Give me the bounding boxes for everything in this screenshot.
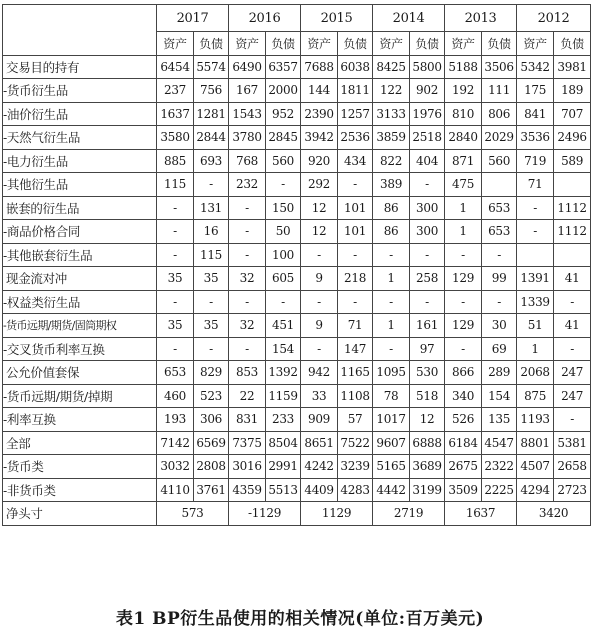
liability-value-cell: - xyxy=(266,173,301,197)
asset-value-cell: - xyxy=(301,243,338,267)
liability-value-cell: 101 xyxy=(338,196,373,220)
asset-value-cell: 35 xyxy=(157,314,194,338)
derivatives-table xyxy=(2,4,591,526)
asset-value-cell: 5342 xyxy=(517,55,554,79)
asset-value-cell: 175 xyxy=(517,79,554,103)
liability-value-cell: 115 xyxy=(194,243,229,267)
asset-value-cell: 32 xyxy=(229,314,266,338)
row-label: -货币远期/期货/掉期 xyxy=(3,384,157,408)
liability-value-cell: 101 xyxy=(338,220,373,244)
liability-value-cell: 16 xyxy=(194,220,229,244)
liability-value-cell: 3761 xyxy=(194,478,229,502)
asset-header: 资产 xyxy=(373,32,410,56)
asset-value-cell: 841 xyxy=(517,102,554,126)
row-label: -非货币类 xyxy=(3,478,157,502)
asset-value-cell: 822 xyxy=(373,149,410,173)
row-label: -其他衍生品 xyxy=(3,173,157,197)
asset-value-cell: 3536 xyxy=(517,126,554,150)
year-2014: 2014 xyxy=(373,5,445,32)
asset-value-cell: 8425 xyxy=(373,55,410,79)
liability-value-cell: 50 xyxy=(266,220,301,244)
asset-value-cell: 2840 xyxy=(445,126,482,150)
liability-value-cell: 41 xyxy=(554,267,591,291)
asset-value-cell: - xyxy=(373,337,410,361)
row-label: -油价衍生品 xyxy=(3,102,157,126)
table-row xyxy=(3,79,591,103)
liability-value-cell: 189 xyxy=(554,79,591,103)
liability-value-cell: 111 xyxy=(482,79,517,103)
liability-value-cell: 1281 xyxy=(194,102,229,126)
asset-value-cell: - xyxy=(157,290,194,314)
table-row xyxy=(3,102,591,126)
asset-value-cell: 4242 xyxy=(301,455,338,479)
liability-value-cell: 161 xyxy=(410,314,445,338)
liability-value-cell: 4283 xyxy=(338,478,373,502)
liability-value-cell: 8504 xyxy=(266,431,301,455)
asset-value-cell: 1543 xyxy=(229,102,266,126)
row-label: -商品价格合同 xyxy=(3,220,157,244)
asset-value-cell: - xyxy=(157,196,194,220)
liability-value-cell: 5513 xyxy=(266,478,301,502)
liability-value-cell: 451 xyxy=(266,314,301,338)
asset-value-cell: 4442 xyxy=(373,478,410,502)
asset-header: 资产 xyxy=(229,32,266,56)
liability-value-cell: 300 xyxy=(410,196,445,220)
liability-value-cell: 653 xyxy=(482,196,517,220)
liability-value-cell: 5574 xyxy=(194,55,229,79)
asset-header: 资产 xyxy=(301,32,338,56)
liability-value-cell: - xyxy=(554,290,591,314)
asset-value-cell: - xyxy=(229,290,266,314)
table-row xyxy=(3,149,591,173)
net-position-row xyxy=(3,502,591,526)
asset-value-cell: 144 xyxy=(301,79,338,103)
asset-value-cell: 1017 xyxy=(373,408,410,432)
row-label: -权益类衍生品 xyxy=(3,290,157,314)
asset-value-cell: - xyxy=(229,243,266,267)
asset-value-cell: 2675 xyxy=(445,455,482,479)
asset-value-cell: 86 xyxy=(373,220,410,244)
liability-value-cell: 2536 xyxy=(338,126,373,150)
asset-value-cell: 33 xyxy=(301,384,338,408)
year-2016: 2016 xyxy=(229,5,301,32)
asset-value-cell: 4110 xyxy=(157,478,194,502)
table-body xyxy=(3,55,591,502)
liability-value-cell: 41 xyxy=(554,314,591,338)
asset-value-cell: 920 xyxy=(301,149,338,173)
table-row xyxy=(3,267,591,291)
asset-value-cell: 853 xyxy=(229,361,266,385)
asset-value-cell: - xyxy=(445,290,482,314)
year-header-row xyxy=(3,5,591,32)
asset-value-cell: 866 xyxy=(445,361,482,385)
asset-value-cell: 12 xyxy=(301,196,338,220)
liability-value-cell: 2322 xyxy=(482,455,517,479)
liability-value-cell: 247 xyxy=(554,384,591,408)
liability-value-cell: 589 xyxy=(554,149,591,173)
liability-value-cell: 560 xyxy=(482,149,517,173)
liability-value-cell: 1159 xyxy=(266,384,301,408)
asset-value-cell: 2390 xyxy=(301,102,338,126)
liability-value-cell: 131 xyxy=(194,196,229,220)
liability-value-cell: - xyxy=(410,290,445,314)
corner-cell xyxy=(3,5,157,56)
asset-value-cell: 909 xyxy=(301,408,338,432)
asset-value-cell: - xyxy=(301,290,338,314)
year-2015: 2015 xyxy=(301,5,373,32)
liability-value-cell: 71 xyxy=(338,314,373,338)
liability-value-cell: - xyxy=(194,173,229,197)
asset-value-cell: 5165 xyxy=(373,455,410,479)
liability-value-cell: - xyxy=(194,337,229,361)
asset-header: 资产 xyxy=(157,32,194,56)
asset-value-cell: 86 xyxy=(373,196,410,220)
asset-value-cell: 4507 xyxy=(517,455,554,479)
net-position-label: 净头寸 xyxy=(3,502,157,526)
liability-value-cell: 5381 xyxy=(554,431,591,455)
liability-value-cell: 247 xyxy=(554,361,591,385)
asset-value-cell: 232 xyxy=(229,173,266,197)
asset-value-cell: 768 xyxy=(229,149,266,173)
asset-value-cell: 9607 xyxy=(373,431,410,455)
liability-value-cell xyxy=(554,173,591,197)
asset-value-cell: 526 xyxy=(445,408,482,432)
table-wrapper xyxy=(2,4,590,526)
liability-value-cell: 3239 xyxy=(338,455,373,479)
asset-value-cell: 122 xyxy=(373,79,410,103)
row-label: 公允价值套保 xyxy=(3,361,157,385)
row-label: -天然气衍生品 xyxy=(3,126,157,150)
asset-value-cell: 115 xyxy=(157,173,194,197)
asset-value-cell: 71 xyxy=(517,173,554,197)
liability-value-cell: 653 xyxy=(482,220,517,244)
asset-value-cell: 9 xyxy=(301,314,338,338)
liability-value-cell: 6357 xyxy=(266,55,301,79)
liability-value-cell: 530 xyxy=(410,361,445,385)
liability-value-cell: 35 xyxy=(194,267,229,291)
net-value-2014: 2719 xyxy=(373,502,445,526)
row-label: -货币衍生品 xyxy=(3,79,157,103)
liability-value-cell: 1392 xyxy=(266,361,301,385)
asset-value-cell: 942 xyxy=(301,361,338,385)
asset-value-cell: 340 xyxy=(445,384,482,408)
asset-value-cell: 12 xyxy=(301,220,338,244)
asset-value-cell: 7688 xyxy=(301,55,338,79)
table-row xyxy=(3,290,591,314)
asset-value-cell: 3780 xyxy=(229,126,266,150)
liability-value-cell: 523 xyxy=(194,384,229,408)
asset-value-cell: 475 xyxy=(445,173,482,197)
liability-value-cell: 756 xyxy=(194,79,229,103)
liability-value-cell: 1811 xyxy=(338,79,373,103)
asset-value-cell: 8801 xyxy=(517,431,554,455)
liability-value-cell: 1112 xyxy=(554,220,591,244)
asset-value-cell: 3509 xyxy=(445,478,482,502)
liability-header: 负债 xyxy=(194,32,229,56)
liability-value-cell: - xyxy=(482,290,517,314)
asset-value-cell: 9 xyxy=(301,267,338,291)
asset-value-cell: 1 xyxy=(517,337,554,361)
liability-value-cell: 902 xyxy=(410,79,445,103)
liability-value-cell: 2518 xyxy=(410,126,445,150)
liability-value-cell: 150 xyxy=(266,196,301,220)
table-row xyxy=(3,408,591,432)
year-2012: 2012 xyxy=(517,5,591,32)
asset-value-cell: 8651 xyxy=(301,431,338,455)
asset-value-cell: - xyxy=(445,337,482,361)
asset-value-cell: 1 xyxy=(373,314,410,338)
asset-value-cell: - xyxy=(517,220,554,244)
asset-value-cell: 22 xyxy=(229,384,266,408)
liability-value-cell: 233 xyxy=(266,408,301,432)
asset-header: 资产 xyxy=(445,32,482,56)
liability-value-cell: 1976 xyxy=(410,102,445,126)
liability-value-cell: 154 xyxy=(482,384,517,408)
liability-value-cell: 218 xyxy=(338,267,373,291)
row-label: -货币远期/期货/固筒期权 xyxy=(3,314,157,338)
liability-value-cell: 99 xyxy=(482,267,517,291)
liability-value-cell: 2496 xyxy=(554,126,591,150)
table-row xyxy=(3,361,591,385)
net-value-2017: 573 xyxy=(157,502,229,526)
asset-value-cell: 1339 xyxy=(517,290,554,314)
table-row xyxy=(3,431,591,455)
row-label: 嵌套的衍生品 xyxy=(3,196,157,220)
asset-value-cell: 1193 xyxy=(517,408,554,432)
liability-value-cell: 154 xyxy=(266,337,301,361)
asset-value-cell: 653 xyxy=(157,361,194,385)
asset-value-cell: 292 xyxy=(301,173,338,197)
liability-value-cell: 306 xyxy=(194,408,229,432)
liability-value-cell: - xyxy=(410,243,445,267)
row-label: 现金流对冲 xyxy=(3,267,157,291)
liability-value-cell: - xyxy=(554,337,591,361)
asset-value-cell: - xyxy=(229,220,266,244)
liability-value-cell: 69 xyxy=(482,337,517,361)
asset-value-cell: 167 xyxy=(229,79,266,103)
asset-value-cell: 7142 xyxy=(157,431,194,455)
liability-value-cell: - xyxy=(194,290,229,314)
liability-value-cell: 3199 xyxy=(410,478,445,502)
asset-value-cell: 3942 xyxy=(301,126,338,150)
asset-value-cell: - xyxy=(157,220,194,244)
asset-value-cell: - xyxy=(157,243,194,267)
liability-value-cell: 3506 xyxy=(482,55,517,79)
asset-value-cell: 7375 xyxy=(229,431,266,455)
net-value-2015: 1129 xyxy=(301,502,373,526)
liability-value-cell: 6038 xyxy=(338,55,373,79)
liability-value-cell: 2225 xyxy=(482,478,517,502)
asset-value-cell: 3032 xyxy=(157,455,194,479)
table-row xyxy=(3,220,591,244)
row-label: -交叉货币利率互换 xyxy=(3,337,157,361)
asset-value-cell: 1391 xyxy=(517,267,554,291)
asset-value-cell: 51 xyxy=(517,314,554,338)
liability-value-cell: 829 xyxy=(194,361,229,385)
liability-value-cell xyxy=(482,173,517,197)
asset-value-cell: 2068 xyxy=(517,361,554,385)
row-label: 交易目的持有 xyxy=(3,55,157,79)
liability-value-cell: 2844 xyxy=(194,126,229,150)
asset-value-cell: - xyxy=(229,196,266,220)
liability-value-cell: 1257 xyxy=(338,102,373,126)
liability-value-cell: - xyxy=(266,290,301,314)
liability-value-cell: 434 xyxy=(338,149,373,173)
liability-value-cell: 2991 xyxy=(266,455,301,479)
liability-value-cell: 707 xyxy=(554,102,591,126)
liability-value-cell: 2845 xyxy=(266,126,301,150)
liability-header: 负债 xyxy=(410,32,445,56)
liability-value-cell: 4547 xyxy=(482,431,517,455)
liability-value-cell: 258 xyxy=(410,267,445,291)
asset-value-cell: 193 xyxy=(157,408,194,432)
asset-value-cell: 6454 xyxy=(157,55,194,79)
liability-value-cell: 1165 xyxy=(338,361,373,385)
liability-value-cell: 5800 xyxy=(410,55,445,79)
liability-value-cell: 518 xyxy=(410,384,445,408)
liability-header: 负债 xyxy=(266,32,301,56)
liability-value-cell: 2029 xyxy=(482,126,517,150)
liability-value-cell: 605 xyxy=(266,267,301,291)
table-row xyxy=(3,337,591,361)
asset-value-cell: - xyxy=(373,290,410,314)
liability-value-cell: 6888 xyxy=(410,431,445,455)
liability-value-cell: 693 xyxy=(194,149,229,173)
table-row xyxy=(3,173,591,197)
liability-value-cell: 3689 xyxy=(410,455,445,479)
liability-value-cell: 289 xyxy=(482,361,517,385)
asset-value-cell: 3016 xyxy=(229,455,266,479)
liability-value-cell: 6569 xyxy=(194,431,229,455)
asset-header: 资产 xyxy=(517,32,554,56)
asset-value-cell: 871 xyxy=(445,149,482,173)
asset-value-cell: 5188 xyxy=(445,55,482,79)
liability-value-cell: 57 xyxy=(338,408,373,432)
row-label: -货币类 xyxy=(3,455,157,479)
row-label: -其他嵌套衍生品 xyxy=(3,243,157,267)
asset-value-cell: 3133 xyxy=(373,102,410,126)
asset-value-cell: 35 xyxy=(157,267,194,291)
liability-value-cell: 952 xyxy=(266,102,301,126)
table-row xyxy=(3,314,591,338)
year-2017: 2017 xyxy=(157,5,229,32)
asset-value-cell: 875 xyxy=(517,384,554,408)
liability-value-cell: 300 xyxy=(410,220,445,244)
asset-value-cell: - xyxy=(229,337,266,361)
liability-value-cell: - xyxy=(338,290,373,314)
asset-value-cell: 1095 xyxy=(373,361,410,385)
asset-value-cell: 6490 xyxy=(229,55,266,79)
asset-value-cell: 192 xyxy=(445,79,482,103)
table-row xyxy=(3,455,591,479)
row-label: 全部 xyxy=(3,431,157,455)
table-caption: 表1 BP衍生品使用的相关情况(单位:百万美元) xyxy=(115,609,485,629)
liability-value-cell: 1112 xyxy=(554,196,591,220)
asset-value-cell: 1637 xyxy=(157,102,194,126)
asset-value-cell: - xyxy=(157,337,194,361)
asset-value-cell: 831 xyxy=(229,408,266,432)
asset-value-cell: 237 xyxy=(157,79,194,103)
liability-value-cell: - xyxy=(482,243,517,267)
asset-value-cell: 1 xyxy=(445,220,482,244)
asset-value-cell: 4409 xyxy=(301,478,338,502)
asset-value-cell: 78 xyxy=(373,384,410,408)
asset-value-cell: 32 xyxy=(229,267,266,291)
liability-value-cell: 3981 xyxy=(554,55,591,79)
liability-value-cell: - xyxy=(338,243,373,267)
liability-value-cell: 35 xyxy=(194,314,229,338)
row-label: -利率互换 xyxy=(3,408,157,432)
asset-value-cell: 4359 xyxy=(229,478,266,502)
asset-value-cell: 4294 xyxy=(517,478,554,502)
asset-value-cell: 3859 xyxy=(373,126,410,150)
liability-value-cell: 135 xyxy=(482,408,517,432)
asset-value-cell: 129 xyxy=(445,314,482,338)
asset-value-cell: 129 xyxy=(445,267,482,291)
liability-header: 负债 xyxy=(338,32,373,56)
liability-value-cell: 560 xyxy=(266,149,301,173)
row-label: -电力衍生品 xyxy=(3,149,157,173)
liability-header: 负债 xyxy=(482,32,517,56)
liability-value-cell: 404 xyxy=(410,149,445,173)
asset-value-cell: - xyxy=(445,243,482,267)
table-row xyxy=(3,243,591,267)
asset-value-cell xyxy=(517,243,554,267)
liability-value-cell: 12 xyxy=(410,408,445,432)
table-row xyxy=(3,384,591,408)
liability-value-cell: 30 xyxy=(482,314,517,338)
liability-value-cell: 97 xyxy=(410,337,445,361)
asset-value-cell: 389 xyxy=(373,173,410,197)
asset-value-cell: 885 xyxy=(157,149,194,173)
liability-value-cell: - xyxy=(554,408,591,432)
liability-value-cell: 147 xyxy=(338,337,373,361)
table-row xyxy=(3,196,591,220)
liability-value-cell: 7522 xyxy=(338,431,373,455)
asset-value-cell: 6184 xyxy=(445,431,482,455)
table-row xyxy=(3,478,591,502)
table-row xyxy=(3,126,591,150)
asset-value-cell: 1 xyxy=(373,267,410,291)
asset-value-cell: 1 xyxy=(445,196,482,220)
liability-value-cell: 2808 xyxy=(194,455,229,479)
liability-value-cell: 2658 xyxy=(554,455,591,479)
asset-value-cell: 3580 xyxy=(157,126,194,150)
asset-value-cell: - xyxy=(517,196,554,220)
asset-value-cell: - xyxy=(301,337,338,361)
net-value-2013: 1637 xyxy=(445,502,517,526)
asset-value-cell: - xyxy=(373,243,410,267)
liability-value-cell: 100 xyxy=(266,243,301,267)
asset-value-cell: 460 xyxy=(157,384,194,408)
liability-value-cell: - xyxy=(338,173,373,197)
liability-value-cell xyxy=(554,243,591,267)
net-value-2012: 3420 xyxy=(517,502,591,526)
liability-value-cell: 806 xyxy=(482,102,517,126)
asset-value-cell: 810 xyxy=(445,102,482,126)
asset-value-cell: 719 xyxy=(517,149,554,173)
liability-value-cell: 2000 xyxy=(266,79,301,103)
year-2013: 2013 xyxy=(445,5,517,32)
table-row xyxy=(3,55,591,79)
liability-value-cell: 1108 xyxy=(338,384,373,408)
liability-value-cell: - xyxy=(410,173,445,197)
net-value-2016: -1129 xyxy=(229,502,301,526)
liability-value-cell: 2723 xyxy=(554,478,591,502)
liability-header: 负债 xyxy=(554,32,591,56)
